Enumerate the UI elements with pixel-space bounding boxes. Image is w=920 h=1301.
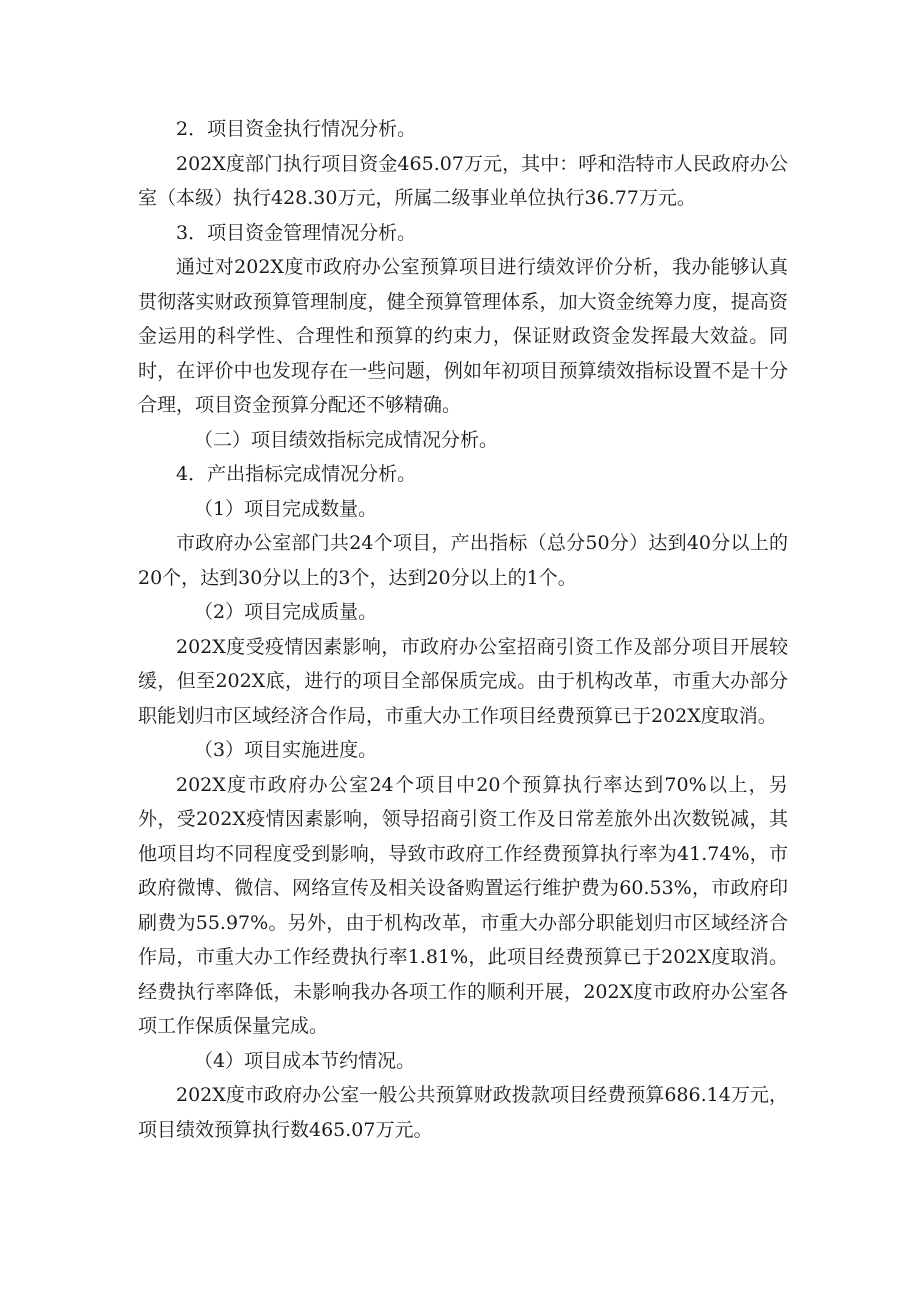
paragraph-completion-quality: 202X度受疫情因素影响，市政府办公室招商引资工作及部分项目开展较缓，但至202X底，进行的项目全部保质完成。由于机构改革，市重大办部分职能划归市区域经济合作局，市重大办工作项目经费预算已于202X度取消。	[138, 635, 788, 727]
paragraph-funds-execution: 202X度部门执行项目资金465.07万元，其中：呼和浩特市人民政府办公室（本级）执行428.30万元，所属二级事业单位执行36.77万元。	[138, 152, 788, 209]
heading-project-funds-execution: 2．项目资金执行情况分析。	[176, 118, 417, 140]
paragraph-funds-management: 通过对202X度市政府办公室预算项目进行绩效评价分析，我办能够认真贯彻落实财政预算管理制度，健全预算管理体系，加大资金统筹力度，提高资金运用的科学性、合理性和预算的约束力，保证财政资金发挥最大效益。同时，在评价中也发现存在一些问题，例如年初项目预算绩效指标设置不是十分合理，项目资金预算分配还不够精确。	[138, 256, 788, 416]
heading-cost-savings: （4）项目成本节约情况。	[194, 1049, 416, 1072]
heading-completion-quantity: （1）项目完成数量。	[194, 497, 378, 520]
paragraph-completion-quantity: 市政府办公室部门共24个项目，产出指标（总分50分）达到40分以上的20个，达到30分以上的3个，达到20分以上的1个。	[138, 532, 788, 589]
heading-implementation-progress: （3）项目实施进度。	[194, 739, 378, 761]
heading-project-funds-management: 3．项目资金管理情况分析。	[176, 221, 417, 244]
heading-performance-indicators: （二）项目绩效指标完成情况分析。	[194, 428, 499, 451]
heading-completion-quality: （2）项目完成质量。	[194, 601, 378, 623]
paragraph-cost-savings: 202X度市政府办公室一般公共预算财政拨款项目经费预算686.14万元，项目绩效预算执行数465.07万元。	[138, 1084, 788, 1141]
paragraph-implementation-progress: 202X度市政府办公室24个项目中20个预算执行率达到70%以上，另外，受202X疫情因素影响，领导招商引资工作及日常差旅外出次数锐减，其他项目均不同程度受到影响，导致市政府工作经费预算执行率为41.74%，市政府微博、微信、网络宣传及相关设备购置运行维护费为60.53%，市政府印刷费为55.97%。另外，由于机构改革，市重大办部分职能划归市区域经济合作局，市重大办工作经费执行率1.81%，此项目经费预算已于202X度取消。经费执行率降低，未影响我办各项工作的顺利开展，202X度市政府办公室各项工作保质保量完成。	[138, 773, 788, 1037]
heading-output-indicators: 4．产出指标完成情况分析。	[176, 463, 417, 485]
document-body	[138, 112, 788, 1147]
